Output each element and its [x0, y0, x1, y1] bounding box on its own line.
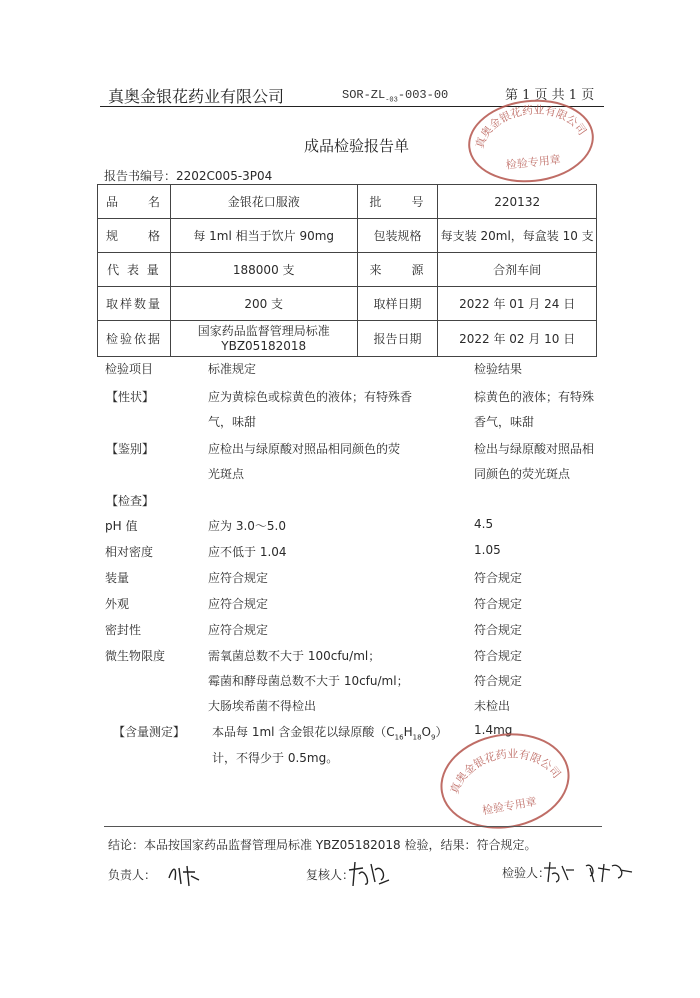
microbial-result-1: 符合规定: [474, 649, 523, 663]
quantity-label: 代 表 量: [98, 253, 171, 287]
spec-label: 规 格: [98, 219, 171, 253]
product-name-value: 金银花口服液: [170, 185, 357, 219]
visual-result: 符合规定: [474, 597, 523, 611]
table-row: [98, 287, 597, 321]
microbial-item: 微生物限度: [105, 649, 166, 663]
assay-item: 【含量测定】: [113, 725, 186, 739]
conclusion-divider: [104, 826, 602, 827]
report-date-value: 2022 年 02 月 10 日: [438, 321, 597, 357]
microbial-result-2: 符合规定: [474, 674, 523, 688]
stamp-top-company: 真奥金银花药业有限公司: [473, 103, 589, 150]
report-number: 报告书编号：2202C005-3P04: [104, 169, 273, 183]
reviewer-signature: [345, 856, 393, 890]
source-value: 合剂车间: [438, 253, 597, 287]
report-date-label: 报告日期: [357, 321, 438, 357]
density-result: 1.05: [474, 543, 501, 557]
microbial-result-3: 未检出: [474, 699, 511, 713]
appearance-standard-2: 气，味甜: [208, 415, 257, 429]
appearance-result-1: 棕黄色的液体；有特殊: [474, 390, 595, 404]
inspection-stamp-bottom: [433, 723, 577, 838]
assay-standard-2: 计，不得少于 0.5mg。: [212, 751, 339, 765]
visual-standard: 应符合规定: [208, 597, 269, 611]
ph-result: 4.5: [474, 517, 494, 531]
microbial-standard-1: 需氧菌总数不大于 100cfu/ml；: [208, 649, 381, 663]
table-row: [98, 219, 597, 253]
density-standard: 应不低于 1.04: [208, 545, 287, 559]
microbial-standard-2: 霉菌和酵母菌总数不大于 10cfu/ml；: [208, 674, 409, 688]
visual-item: 外观: [105, 597, 130, 611]
sample-date-label: 取样日期: [357, 287, 438, 321]
density-item: 相对密度: [105, 545, 154, 559]
fill-volume-item: 装量: [105, 571, 130, 585]
page-info: 第 1 页 共 1 页: [505, 88, 595, 103]
identification-standard-1: 应检出与绿原酸对照品相同颜色的荧: [208, 442, 401, 456]
seal-result: 符合规定: [474, 623, 523, 637]
basis-label: 检验依据: [98, 321, 171, 357]
svg-text:真奥金银花药业有限公司: [441, 737, 564, 799]
identification-item: 【鉴别】: [106, 442, 155, 456]
responsible-label: 负责人：: [108, 868, 157, 882]
spec-value: 每 1ml 相当于饮片 90mg: [170, 219, 357, 253]
stamp-bottom-subtitle: 检验专用章: [481, 794, 538, 818]
ph-item: pH 值: [105, 519, 138, 533]
company-name: 真奥金银花药业有限公司: [108, 87, 285, 106]
appearance-standard-1: 应为黄棕色或棕黄色的液体；有特殊香: [208, 390, 413, 404]
reviewer-label: 复核人：: [306, 868, 355, 882]
col-header-standard: 标准规定: [208, 362, 257, 376]
assay-result: 1.4mg: [474, 723, 513, 737]
fill-volume-result: 符合规定: [474, 571, 523, 585]
inspector-label: 检验人：: [502, 866, 551, 880]
document-code: SOR-$ZL_{-03}-003-00$: [342, 88, 449, 105]
info-table: [97, 184, 597, 357]
table-row: [98, 321, 597, 357]
report-title: 成品检验报告单: [304, 137, 410, 155]
basis-line-1: 国家药品监督管理局标准: [197, 323, 330, 338]
responsible-signature: [165, 860, 205, 888]
inspection-heading: 【检查】: [106, 494, 155, 508]
identification-result-1: 检出与绿原酸对照品相: [474, 442, 595, 456]
fill-volume-standard: 应符合规定: [208, 571, 269, 585]
sample-date-value: 2022 年 01 月 24 日: [438, 287, 597, 321]
batch-value: 220132: [438, 185, 597, 219]
basis-value: [170, 321, 357, 357]
sample-qty-value: 200 支: [170, 287, 357, 321]
seal-standard: 应符合规定: [208, 623, 269, 637]
sample-qty-label: 取样数量: [98, 287, 171, 321]
appearance-result-2: 香气，味甜: [474, 415, 535, 429]
col-header-result: 检验结果: [474, 362, 523, 376]
assay-standard-1: 本品每 1ml 含金银花以绿原酸$(C_{16}H_{18}O_9)$: [212, 725, 448, 742]
appearance-item: 【性状】: [106, 390, 155, 404]
package-value: 每支装 20ml，每盒装 10 支: [438, 219, 597, 253]
product-name-label: 品 名: [98, 185, 171, 219]
inspection-stamp-top: [464, 94, 598, 189]
microbial-standard-3: 大肠埃希菌不得检出: [208, 699, 317, 713]
inspector-signature: [540, 858, 636, 886]
quantity-value: 188000 支: [170, 253, 357, 287]
stamp-bottom-company: 真奥金银花药业有限公司: [447, 747, 564, 796]
package-label: 包装规格: [357, 219, 438, 253]
table-row: [98, 253, 597, 287]
stamp-top-subtitle: 检验专用章: [505, 153, 562, 172]
seal-item: 密封性: [105, 623, 142, 637]
conclusion: 结论：本品按国家药品监督管理局标准 YBZ05182018 检验，结果：符合规定。: [108, 838, 537, 852]
identification-standard-2: 光斑点: [208, 467, 245, 481]
ph-standard: 应为 3.0～5.0: [208, 519, 286, 533]
basis-line-2: YBZ05182018: [221, 338, 307, 353]
table-row: [98, 185, 597, 219]
source-label: 来 源: [357, 253, 438, 287]
col-header-item: 检验项目: [105, 362, 154, 376]
batch-label: 批 号: [357, 185, 438, 219]
identification-result-2: 同颜色的荧光斑点: [474, 467, 571, 481]
